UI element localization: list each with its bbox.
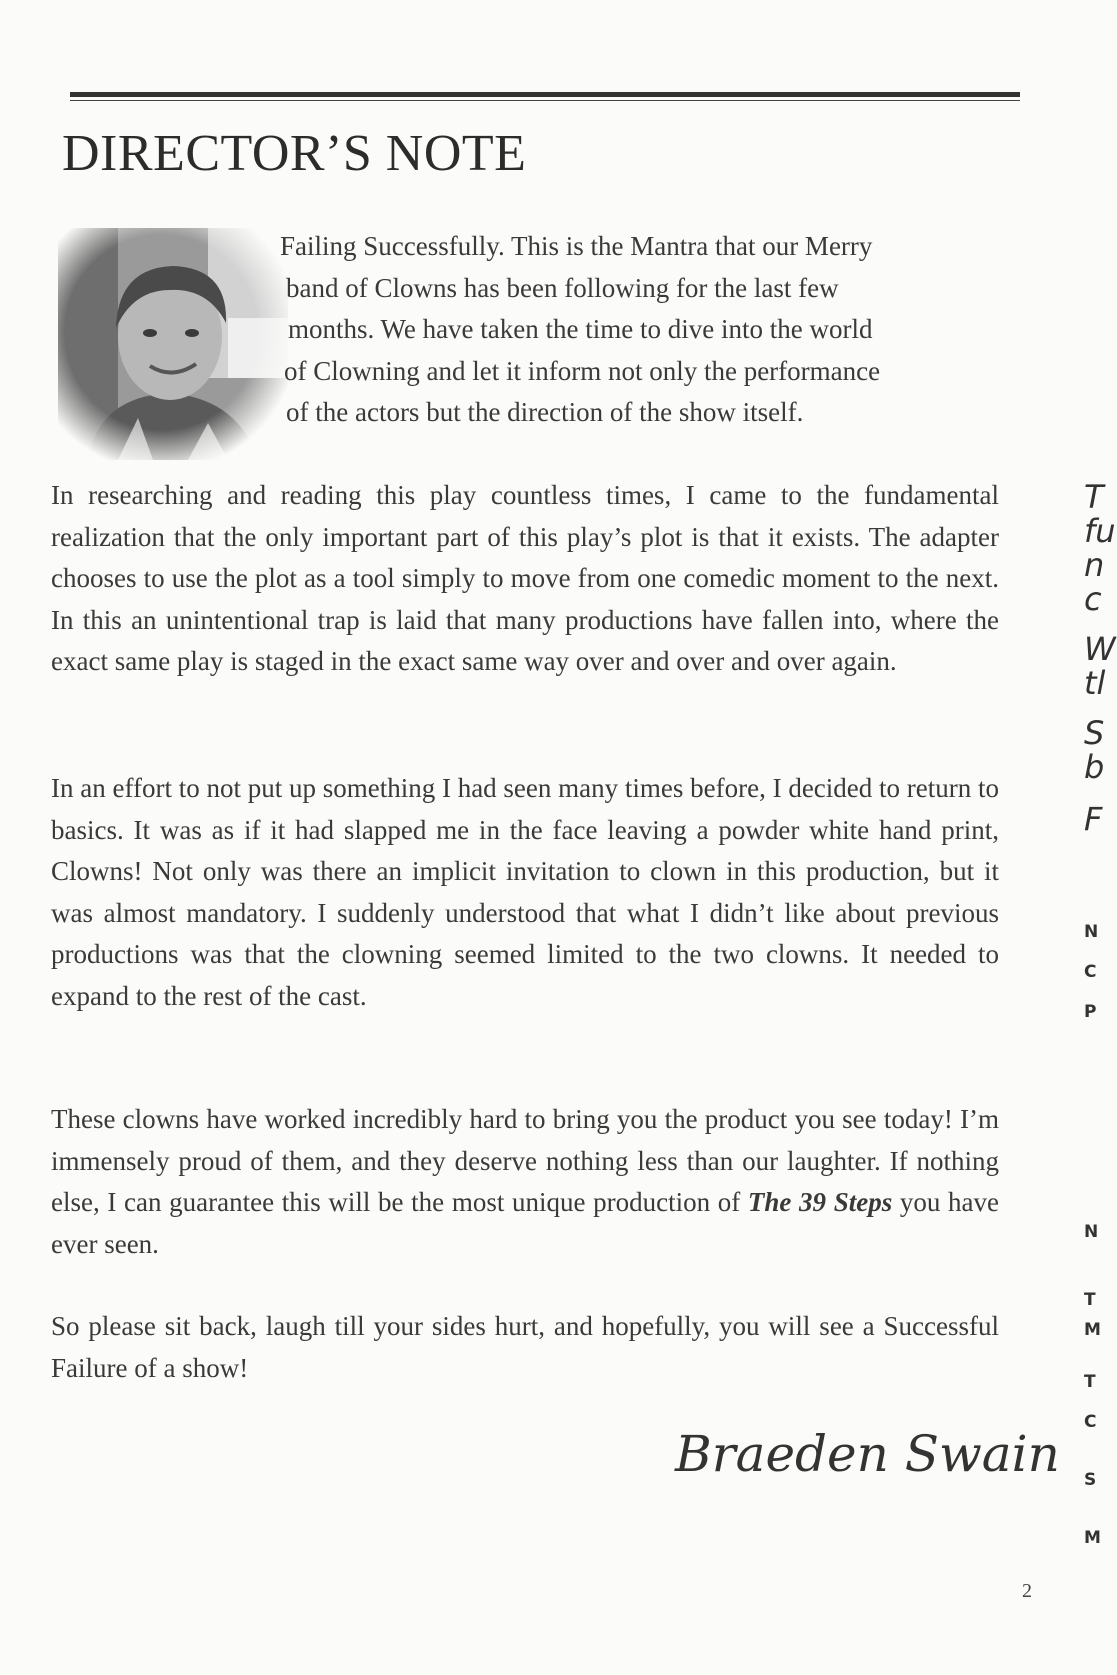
director-photo	[58, 228, 288, 460]
margin-fragment: N	[1084, 922, 1099, 942]
header-rule-thin	[70, 100, 1020, 101]
body-paragraph-3	[51, 1099, 999, 1265]
margin-fragment: P	[1084, 1002, 1097, 1022]
intro-line: Failing Successfully. This is the Mantra that our Merry	[280, 231, 873, 261]
margin-fragment: M	[1084, 1528, 1101, 1548]
body-paragraph-4: So please sit back, laugh till your sides hurt, and hopefully, you will see a Successful Failure of a show!	[51, 1311, 999, 1383]
body-paragraph-2: In an effort to not put up something I had seen many times before, I decided to return to basics. It was as if it had slapped me in the face leaving a powder white hand print, Clowns! Not only was there an implicit invitation to clown in this production, but it was almost mandatory. I suddenly understood that what I didn’t like about previous productions was that the clowning seemed limited to the two clowns. It needed to expand to the rest of the cast.	[51, 773, 999, 1011]
intro-line: of the actors but the direction of the show itself.	[286, 397, 804, 427]
page-title: DIRECTOR’S NOTE	[62, 125, 527, 182]
intro-paragraph	[280, 226, 1000, 434]
margin-fragment: tl	[1084, 664, 1106, 702]
paragraph-text: These clowns have worked incredibly hard to bring you the product you see today! I’m immensely proud of them, and they deserve nothing less than our laughter. If nothing else, I can guarantee this will be the most unique production of	[51, 1104, 999, 1217]
body-paragraph-1: In researching and reading this play countless times, I came to the fundamental realization that the only important part of this play’s plot is that it exists. The adapter chooses to use the plot as a tool simply to move from one comedic moment to the next. In this an unintentional trap is laid that many productions have fallen into, where the exact same play is staged in the exact same way over and over and over again.	[51, 480, 999, 676]
margin-fragment: W	[1084, 630, 1116, 668]
margin-fragment: b	[1084, 748, 1105, 786]
margin-fragment: c	[1084, 580, 1102, 618]
paragraph-text: you have ever seen.	[51, 1187, 999, 1259]
margin-fragment: T	[1084, 478, 1104, 516]
play-title: The 39 Steps	[747, 1187, 893, 1217]
director-signature: Braeden Swain	[675, 1425, 1060, 1483]
margin-fragment: n	[1084, 546, 1105, 584]
margin-fragment: F	[1084, 800, 1103, 838]
intro-line: of Clowning and let it inform not only the performance	[284, 355, 881, 386]
margin-fragment: M	[1084, 1320, 1101, 1340]
margin-fragment: S	[1084, 1470, 1097, 1490]
margin-fragment: S	[1084, 714, 1105, 752]
margin-fragment: T	[1084, 1372, 1096, 1392]
margin-fragment: fu	[1084, 512, 1116, 550]
margin-fragment: N	[1084, 1222, 1099, 1242]
page-number: 2	[1022, 1580, 1032, 1602]
header-rule-thick	[70, 92, 1020, 97]
margin-fragment: T	[1084, 1290, 1096, 1310]
margin-fragment: C	[1084, 962, 1097, 982]
intro-line: band of Clowns has been following for the last few	[286, 272, 839, 303]
intro-line: months. We have taken the time to dive into the world	[288, 314, 873, 344]
margin-fragment: C	[1084, 1412, 1097, 1432]
